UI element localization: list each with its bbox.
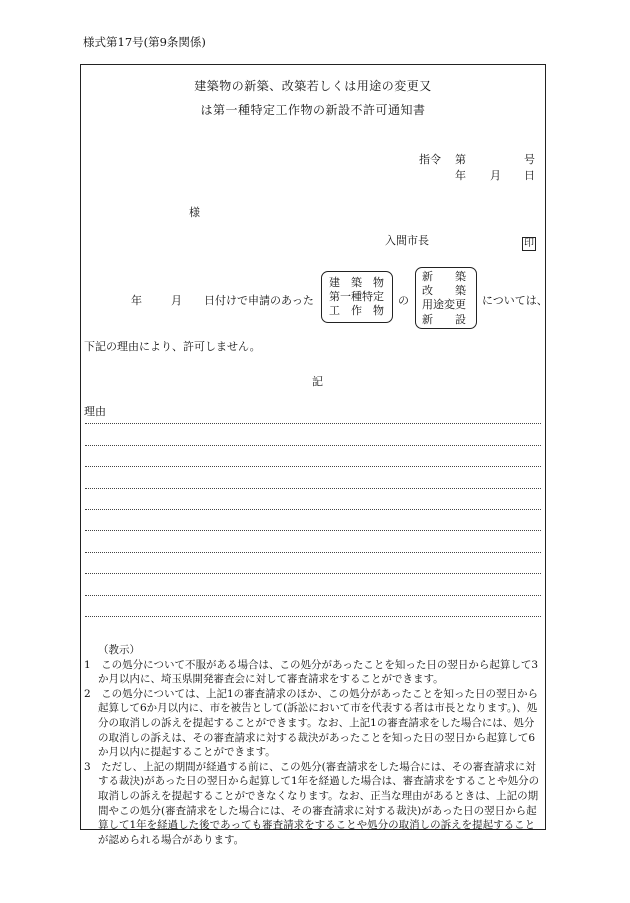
action-option-2: 改 築 (422, 284, 466, 297)
body-month: 月 (171, 294, 182, 307)
seal-mark (522, 231, 536, 251)
addressee-suffix: 様 (189, 206, 200, 219)
date-month: 月 (490, 169, 501, 182)
instruction-item-1: 1 この処分について不服がある場合は、この処分があったことを知った日の翌日から起算して3か月以内に、埼玉県開発審査会に対して審査請求をすることができます。 (84, 658, 539, 686)
reason-line (85, 445, 541, 446)
reason-line (85, 616, 541, 617)
structure-option-1: 建 築 物 (329, 276, 384, 289)
body-date-text: 日付けで申請のあった (204, 294, 314, 307)
document-title-line2: は第一種特定工作物の新設不許可通知書 (200, 103, 426, 117)
appeal-instructions (84, 643, 542, 847)
reason-label: 理由 (84, 405, 106, 418)
body-year: 年 (131, 294, 142, 307)
form-number: 様式第17号(第9条関係) (83, 35, 206, 49)
reason-line (85, 466, 541, 467)
document-title-line1: 建築物の新築、改築若しくは用途の変更又 (194, 79, 432, 93)
reason-line (85, 488, 541, 489)
instruction-item-3: 3 ただし、上記の期間が経過する前に、この処分(審査請求をした場合には、その審査請求に対する裁決)があった日の翌日から起算して1年を経過した場合は、審査請求をすることや処分の取消しの訴えを提起することができなくなります。なお、正当な理由があるときは、上記の期間やこの処分(審査請求をした場合には、その審査請求に対する裁決)があった日の翌日から起算して1年を経過した後であっても審査請求をすることや処分の取消しの訴えを提起することが認められる場合があります。 (84, 760, 540, 846)
doc-number-prefix: 指令 (419, 153, 441, 166)
doc-number-dai: 第 (455, 153, 466, 166)
reason-line (85, 595, 541, 596)
body-no: の (398, 294, 409, 307)
structure-option-2: 第一種特定 (329, 290, 384, 303)
date-day: 日 (524, 169, 535, 182)
date-year: 年 (455, 169, 466, 182)
structure-option-3: 工 作 物 (329, 304, 384, 317)
notice-form-frame (80, 64, 548, 846)
reason-line (85, 552, 541, 553)
action-option-1: 新 築 (422, 270, 466, 283)
instructions-heading: （教示） (98, 644, 140, 656)
issuer-name: 入間市長 (385, 234, 429, 247)
action-option-4: 新 設 (422, 313, 466, 326)
doc-number-go: 号 (524, 153, 535, 166)
instruction-item-2: 2 この処分については、上記1の審査請求のほか、この処分があったことを知った日の翌日から起算して6か月以内に、市を被告として(訴訟において市を代表する者は市長となります。)、処分の取消しの訴えを提起することができます。なお、上記1の審査請求をした場合には、処分の取消しの訴えは、その審査請求に対する裁決があったことを知った日の翌日から起算して6か月以内に提起することができます。 (84, 687, 539, 759)
ki-heading: 記 (312, 375, 323, 388)
reason-line (85, 530, 541, 531)
body-suffix: については、 (482, 294, 548, 307)
action-option-3: 用途変更 (422, 298, 466, 311)
reason-line (85, 573, 541, 574)
reason-line (85, 509, 541, 510)
seal-icon: 印 (524, 238, 534, 249)
reason-line (85, 423, 541, 424)
body-second-line: 下記の理由により、許可しません。 (84, 340, 261, 353)
